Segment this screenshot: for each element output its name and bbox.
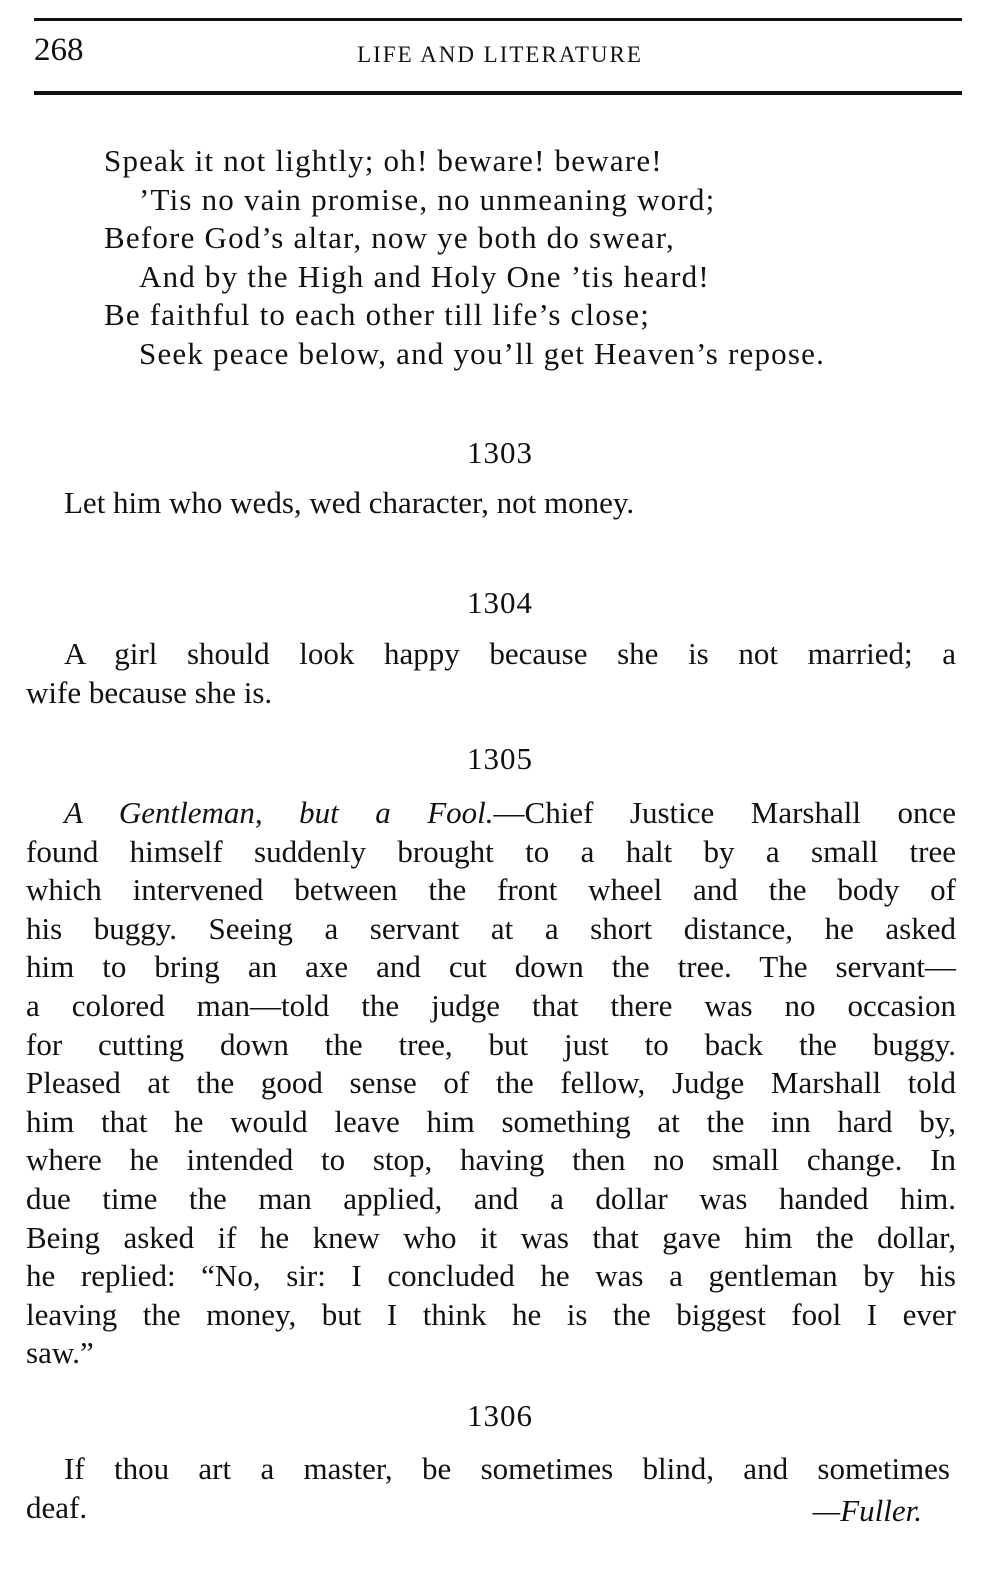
entry-line: If thou art a master, be sometimes blind, and sometimes bbox=[64, 1451, 950, 1486]
entry-line: found himself suddenly brought to a halt by a small tree bbox=[26, 833, 956, 869]
entry-title: A Gentleman, but a Fool. bbox=[64, 795, 494, 830]
entry-number-1304: 1304 bbox=[467, 585, 533, 620]
entry-line: a colored man—told the judge that there was no occasion bbox=[26, 987, 956, 1023]
entry-line: him to bring an axe and cut down the tree. The servant— bbox=[26, 949, 956, 985]
entry-line: saw.” bbox=[26, 1335, 94, 1371]
poem-line: Speak it not lightly; oh! beware! beware! bbox=[104, 143, 663, 178]
page-number: 268 bbox=[34, 32, 84, 68]
entry-text-1305 bbox=[26, 794, 956, 1373]
entry-line: Pleased at the good sense of the fellow, Judge Marshall told bbox=[26, 1065, 956, 1101]
entry-line: he replied: “No, sir: I concluded he was a gentleman by his bbox=[26, 1258, 956, 1294]
entry-first-line bbox=[26, 794, 956, 833]
entry-line: where he intended to stop, having then no small change. In bbox=[26, 1142, 956, 1178]
entry-number-1306: 1306 bbox=[467, 1398, 533, 1433]
header-bottom-rule bbox=[34, 91, 962, 95]
poem-line: Be faithful to each other till life’s close; bbox=[104, 297, 651, 333]
entry-line: A girl should look happy because she is not married; a bbox=[64, 636, 956, 671]
poem-stanza bbox=[104, 142, 964, 374]
entry-line: deaf. bbox=[26, 1489, 88, 1525]
entry-line: Being asked if he knew who it was that gave him the dollar, bbox=[26, 1219, 956, 1255]
poem-line: Before God’s altar, now ye both do swear, bbox=[104, 220, 675, 256]
entry-number-1305: 1305 bbox=[467, 741, 533, 776]
entry-line: leaving the money, but I think he is the biggest fool I ever bbox=[26, 1296, 956, 1332]
entry-line: Let him who weds, wed character, not money. bbox=[64, 485, 635, 520]
poem-line: And by the High and Holy One ’tis heard! bbox=[139, 258, 710, 294]
entry-number-1303: 1303 bbox=[467, 435, 533, 470]
entry-text-1304 bbox=[26, 635, 956, 712]
poem-line: ’Tis no vain promise, no unmeaning word; bbox=[139, 181, 716, 217]
entry-line: which intervened between the front wheel and the body of bbox=[26, 872, 956, 908]
entry-text-1303 bbox=[64, 484, 994, 523]
entry-line: for cutting down the tree, but just to back the buggy. bbox=[26, 1026, 956, 1062]
entry-line: him that he would leave him something at the inn hard by, bbox=[26, 1103, 956, 1139]
entry-line: —Chief Justice Marshall once bbox=[493, 795, 956, 830]
poem-line: Seek peace below, and you’ll get Heaven’s repose. bbox=[139, 335, 826, 371]
entry-line: wife because she is. bbox=[26, 674, 273, 710]
entry-line: his buggy. Seeing a servant at a short distance, he asked bbox=[26, 910, 956, 946]
header-top-rule bbox=[34, 18, 962, 21]
entry-line: due time the man applied, and a dollar was handed him. bbox=[26, 1180, 956, 1216]
attribution: —Fuller. bbox=[812, 1493, 922, 1528]
running-title: LIFE AND LITERATURE bbox=[357, 42, 643, 67]
